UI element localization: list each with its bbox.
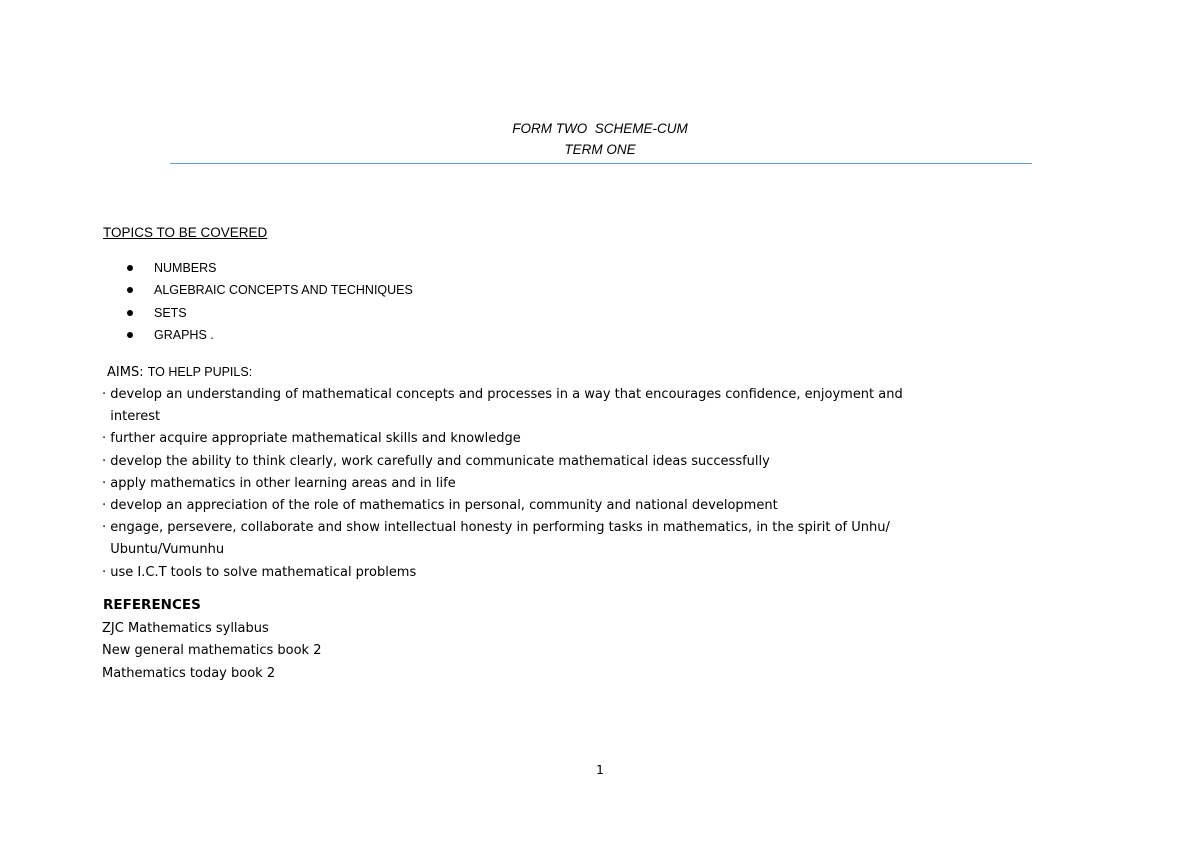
aims-label: AIMS: bbox=[107, 365, 144, 380]
aim-line: · develop the ability to think clearly, work carefully and communicate mathematical ideas successfully bbox=[102, 453, 770, 469]
aims-subheading: TO HELP PUPILS: bbox=[147, 365, 253, 379]
aim-line: interest bbox=[102, 409, 161, 425]
aims-heading bbox=[107, 365, 252, 380]
aim-line: · develop an appreciation of the role of mathematics in personal, community and national development bbox=[102, 498, 778, 514]
title-line-1: FORM TWO SCHEME-CUM bbox=[512, 121, 688, 136]
topic-label: SETS bbox=[154, 305, 187, 320]
topic-label: GRAPHS . bbox=[154, 327, 214, 342]
aim-line: · further acquire appropriate mathematical skills and knowledge bbox=[102, 431, 521, 447]
bullet-icon bbox=[127, 265, 133, 271]
bullet-icon bbox=[127, 332, 133, 338]
aim-line: · use I.C.T tools to solve mathematical problems bbox=[102, 564, 417, 580]
aim-line: Ubuntu/Vumunhu bbox=[102, 542, 225, 558]
bullet-icon bbox=[127, 310, 133, 316]
aims-list bbox=[102, 384, 903, 584]
title-divider bbox=[170, 163, 1032, 164]
reference-item: Mathematics today book 2 bbox=[102, 665, 276, 681]
topic-label: NUMBERS bbox=[154, 261, 217, 275]
aim-line: · apply mathematics in other learning areas and in life bbox=[102, 475, 456, 491]
reference-item: New general mathematics book 2 bbox=[102, 643, 322, 659]
aim-line: · develop an understanding of mathematical concepts and processes in a way that encourages confidence, enjoyment and bbox=[102, 387, 903, 402]
references-list bbox=[102, 618, 321, 685]
reference-item: ZJC Mathematics syllabus bbox=[102, 621, 269, 636]
topics-heading: TOPICS TO BE COVERED bbox=[103, 225, 268, 240]
document-title bbox=[0, 118, 1200, 160]
page-number: 1 bbox=[596, 762, 604, 777]
topic-label: ALGEBRAIC CONCEPTS AND TECHNIQUES bbox=[154, 283, 413, 298]
bullet-icon bbox=[127, 287, 133, 293]
title-line-2: TERM ONE bbox=[564, 142, 636, 157]
aim-line: · engage, persevere, collaborate and show intellectual honesty in performing tasks in mathematics, in the spirit of Unhu/ bbox=[102, 520, 890, 536]
references-heading: REFERENCES bbox=[103, 597, 201, 613]
